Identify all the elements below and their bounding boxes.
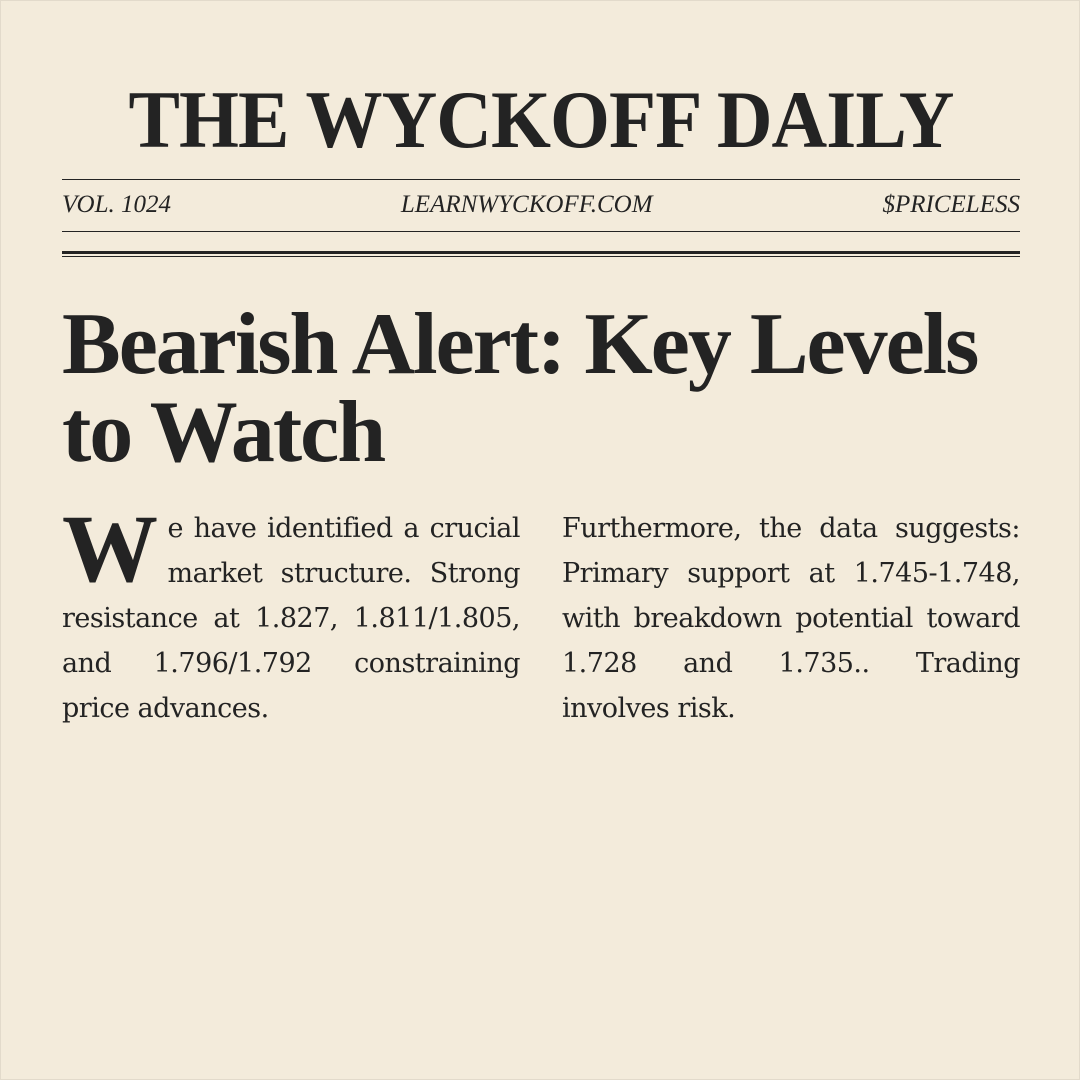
volume-label: VOL. 1024 [62,191,171,218]
article-column-1 [62,495,520,731]
article-headline: Bearish Alert: Key Levels to Watch [62,296,978,481]
article-column-2 [562,506,1020,731]
website-label: LEARNWYCKOFF.COM [400,191,653,218]
masthead-title: THE WYCKOFF DAILY [128,74,954,165]
article-body [62,495,1020,731]
double-rule-thin [62,256,1020,257]
price-label: $PRICELESS [882,191,1020,218]
drop-cap: W [62,495,158,602]
column-2-text: Furthermore, the data suggests: Primary support at 1.745-1.748, with breakdown potential toward 1.728 and 1.735.. Trading involves risk. [562,513,1020,724]
masthead-meta-bar [62,190,1020,220]
masthead-bottom-rule [62,231,1020,232]
masthead-top-rule [62,179,1020,180]
column-1-text: e have identified a crucial market structure. Strong resistance at 1.827, 1.811/1.805, and 1.796/1.792 constraining price advances. [62,513,520,724]
double-rule-thick [62,251,1020,254]
